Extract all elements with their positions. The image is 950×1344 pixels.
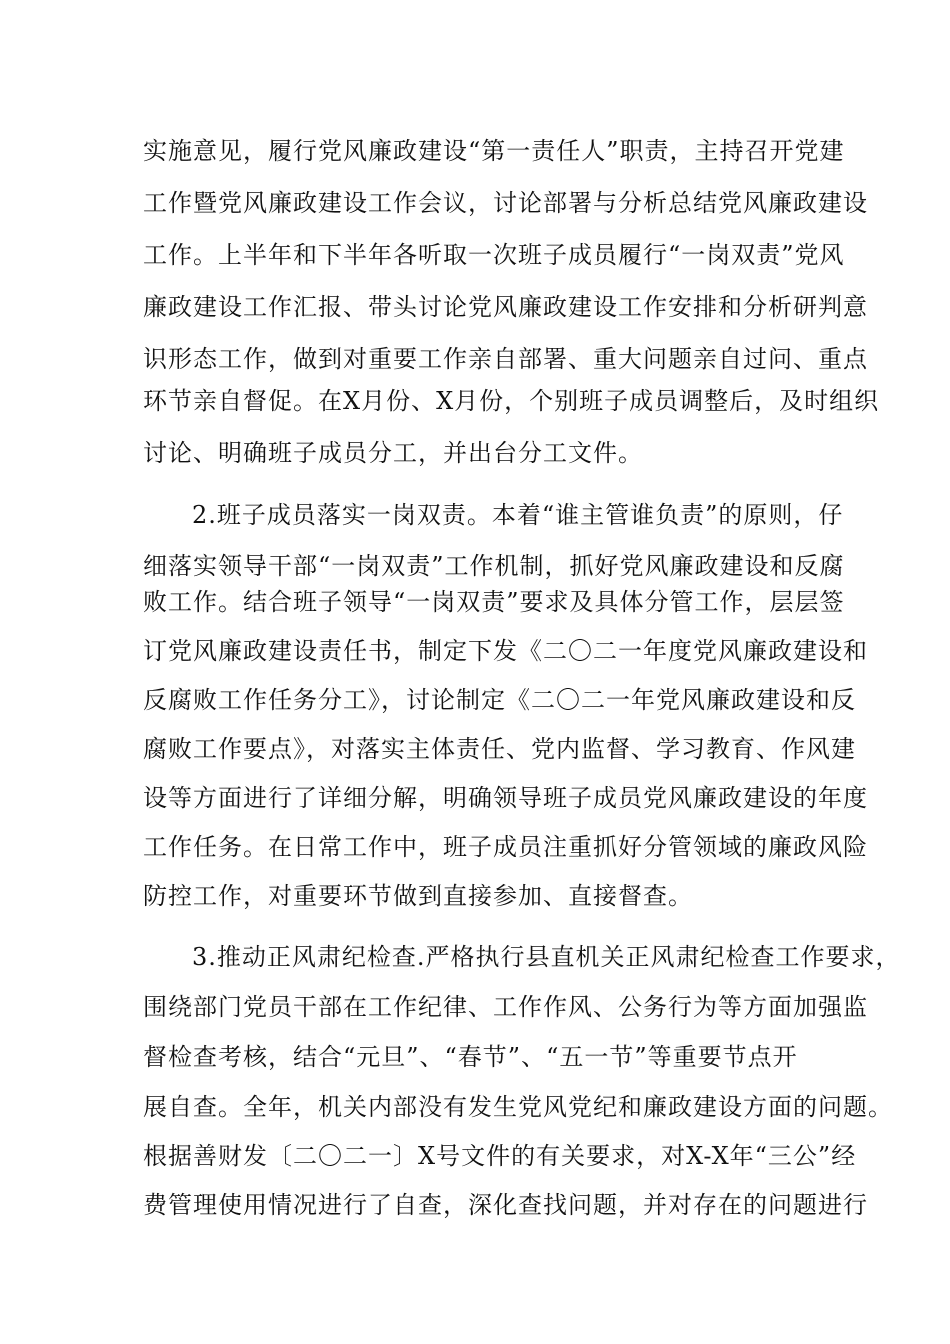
paragraph-2-line-2: 细落实领导干部“一岗双责”工作机制，抓好党风廉政建设和反腐 xyxy=(143,552,845,580)
paragraph-3-line-4: 展自查。全年，机关内部没有发生党风党纪和廉政建设方面的问题。 xyxy=(143,1093,893,1121)
paragraph-1-line-1: 实施意见，履行党风廉政建设“第一责任人”职责，主持召开党建 xyxy=(143,137,845,165)
paragraph-1-line-6: 环节亲自督促。在X月份、X月份，个别班子成员调整后，及时组织 xyxy=(143,387,880,415)
paragraph-1-line-2: 工作暨党风廉政建设工作会议，讨论部署与分析总结党风廉政建设 xyxy=(143,189,868,217)
paragraph-2-line-8: 工作任务。在日常工作中，班子成员注重抓好分管领域的廉政风险 xyxy=(143,833,868,861)
paragraph-2-line-6: 腐败工作要点》，对落实主体责任、党内监督、学习教育、作风建 xyxy=(143,735,856,763)
paragraph-1-line-5: 识形态工作，做到对重要工作亲自部署、重大问题亲自过问、重点 xyxy=(143,345,868,373)
paragraph-3-line-6: 费管理使用情况进行了自查，深化查找问题，并对存在的问题进行 xyxy=(143,1191,868,1219)
paragraph-2-line-5: 反腐败工作任务分工》，讨论制定《二〇二一年党风廉政建设和反 xyxy=(143,686,856,714)
paragraph-2-line-3: 败工作。结合班子领导“一岗双责”要求及具体分管工作，层层签 xyxy=(143,588,845,616)
paragraph-3-line-1: 3.推动正风肃纪检查.严格执行县直机关正风肃纪检查工作要求， xyxy=(192,943,901,971)
paragraph-1-line-4: 廉政建设工作汇报、带头讨论党风廉政建设工作安排和分析研判意 xyxy=(143,293,868,321)
paragraph-2-line-9: 防控工作，对重要环节做到直接参加、直接督查。 xyxy=(143,882,693,910)
paragraph-2-line-7: 设等方面进行了详细分解，明确领导班子成员党风廉政建设的年度 xyxy=(143,784,868,812)
paragraph-3-line-5: 根据善财发〔二〇二一〕X号文件的有关要求，对X-X年“三公”经 xyxy=(143,1142,857,1170)
paragraph-2-line-1: 2.班子成员落实一岗双责。本着“谁主管谁负责”的原则，仔 xyxy=(192,501,844,529)
paragraph-1-line-7: 讨论、明确班子成员分工，并出台分工文件。 xyxy=(143,439,643,467)
paragraph-2-line-4: 订党风廉政建设责任书，制定下发《二〇二一年度党风廉政建设和 xyxy=(143,637,868,665)
paragraph-3-line-3: 督检查考核，结合“元旦”、“春节”、“五一节”等重要节点开 xyxy=(143,1043,798,1071)
paragraph-1-line-3: 工作。上半年和下半年各听取一次班子成员履行“一岗双责”党风 xyxy=(143,241,845,269)
paragraph-3-line-2: 围绕部门党员干部在工作纪律、工作作风、公务行为等方面加强监 xyxy=(143,993,868,1021)
